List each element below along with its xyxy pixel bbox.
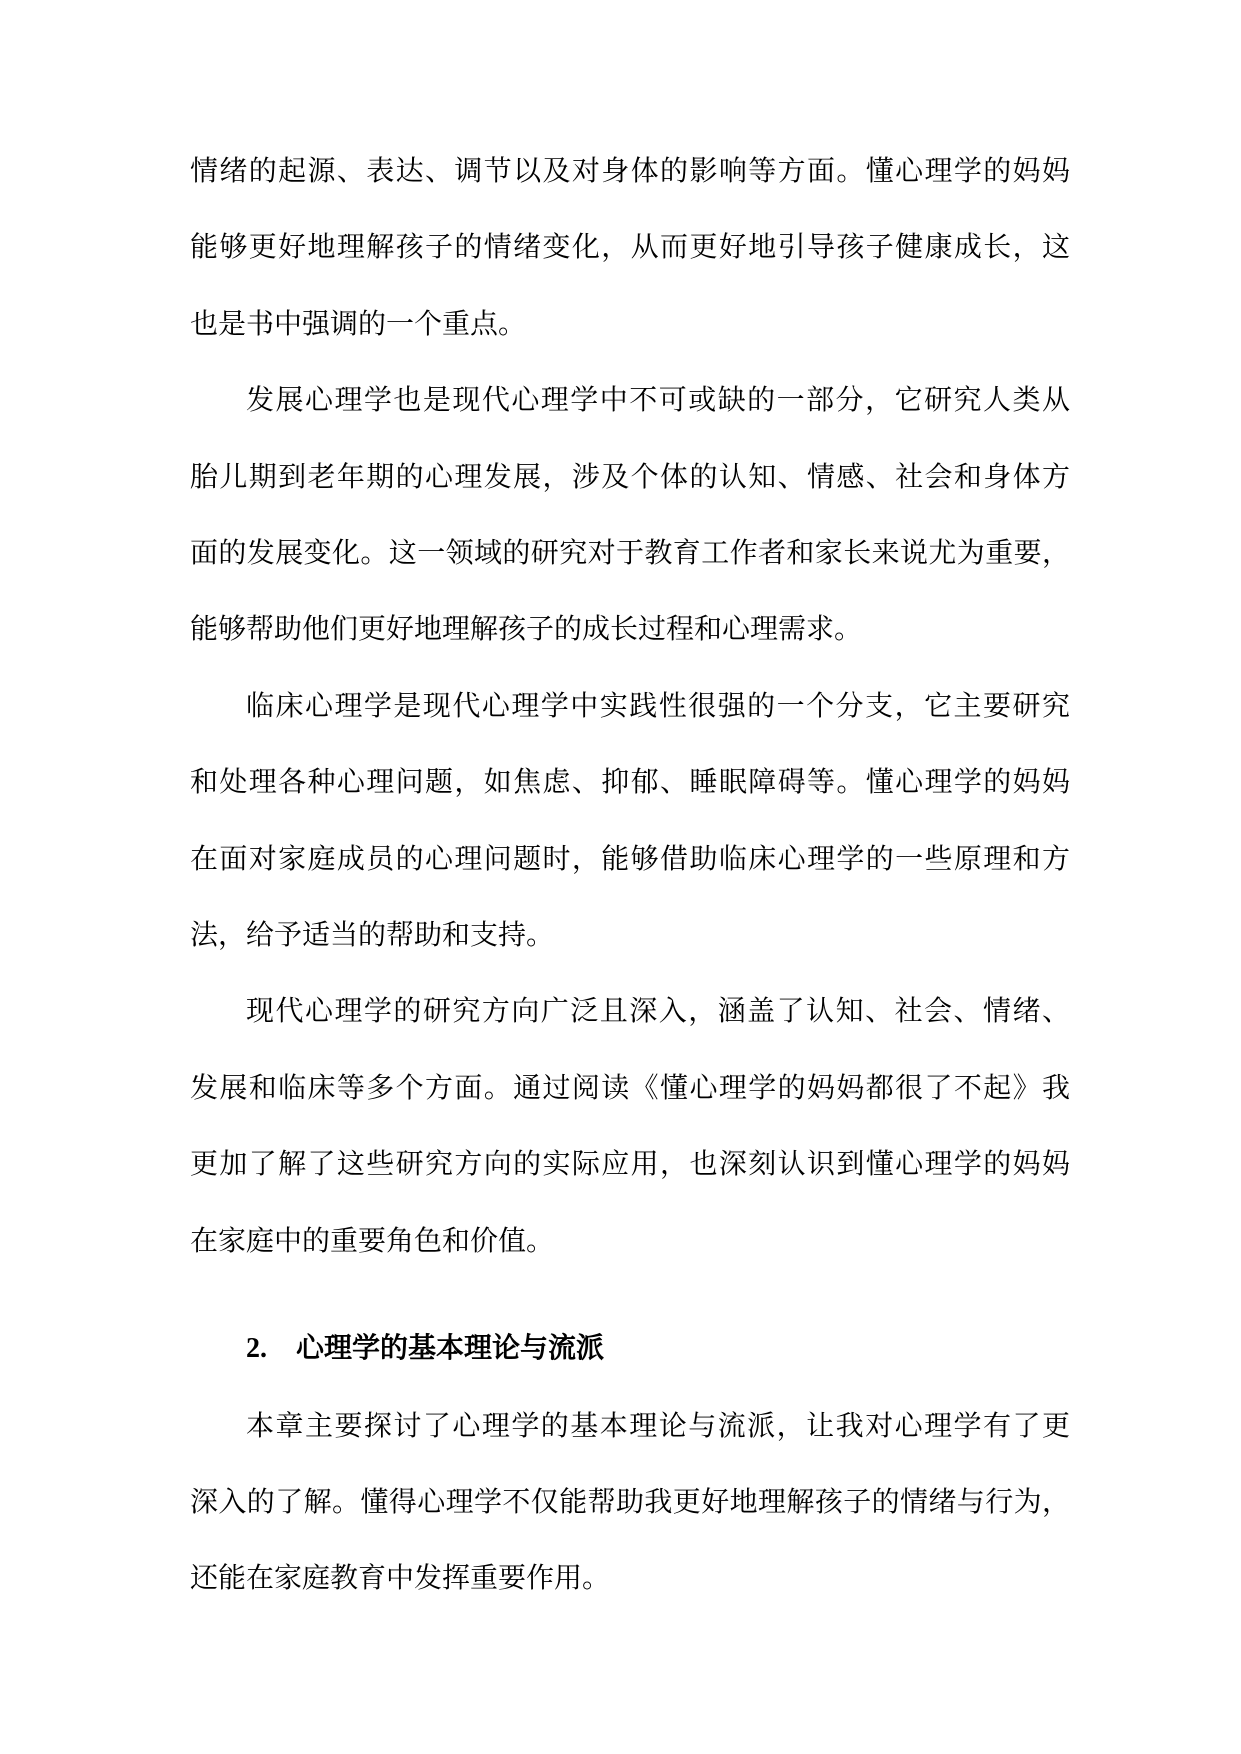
text-line: 发展和临床等多个方面。通过阅读《懂心理学的妈妈都很了不起》我 [190,1070,1070,1104]
paragraph [190,362,1070,668]
text-line: 在家庭中的重要角色和价值。 [190,1223,555,1257]
text-line: 本章主要探讨了心理学的基本理论与流派，让我对心理学有了更 [246,1408,1070,1442]
text-line: 和处理各种心理问题，如焦虑、抑郁、睡眠障碍等。懂心理学的妈妈 [190,765,1070,799]
text-line: 更加了解了这些研究方向的实际应用，也深刻认识到懂心理学的妈妈 [190,1147,1070,1181]
text-line: 法，给予适当的帮助和支持。 [190,918,555,952]
text-line: 还能在家庭教育中发挥重要作用。 [190,1561,611,1595]
text-line: 也是书中强调的一个重点。 [190,306,527,340]
text-line: 在面对家庭成员的心理问题时，能够借助临床心理学的一些原理和方 [190,841,1070,875]
section-number: 2. [246,1333,267,1365]
text-line: 胎儿期到老年期的心理发展，涉及个体的认知、情感、社会和身体方 [190,459,1070,493]
paragraph [190,133,1070,362]
text-line: 能够帮助他们更好地理解孩子的成长过程和心理需求。 [190,612,863,646]
text-line: 情绪的起源、表达、调节以及对身体的影响等方面。懂心理学的妈妈 [190,154,1070,187]
section-title: 心理学的基本理论与流派 [296,1331,605,1365]
text-line: 临床心理学是现代心理学中实践性很强的一个分支，它主要研究 [246,688,1070,722]
section-heading [190,1310,1070,1387]
paragraph [190,668,1070,974]
text-line: 面的发展变化。这一领域的研究对于教育工作者和家长来说尤为重要， [190,536,1070,570]
paragraph [190,973,1070,1279]
text-line: 发展心理学也是现代心理学中不可或缺的一部分，它研究人类从 [246,383,1070,417]
text-line: 深入的了解。懂得心理学不仅能帮助我更好地理解孩子的情绪与行为， [190,1484,1070,1518]
paragraph [190,1388,1070,1617]
text-line: 能够更好地理解孩子的情绪变化，从而更好地引导孩子健康成长，这 [190,230,1070,264]
text-line: 现代心理学的研究方向广泛且深入，涵盖了认知、社会、情绪、 [246,994,1070,1028]
